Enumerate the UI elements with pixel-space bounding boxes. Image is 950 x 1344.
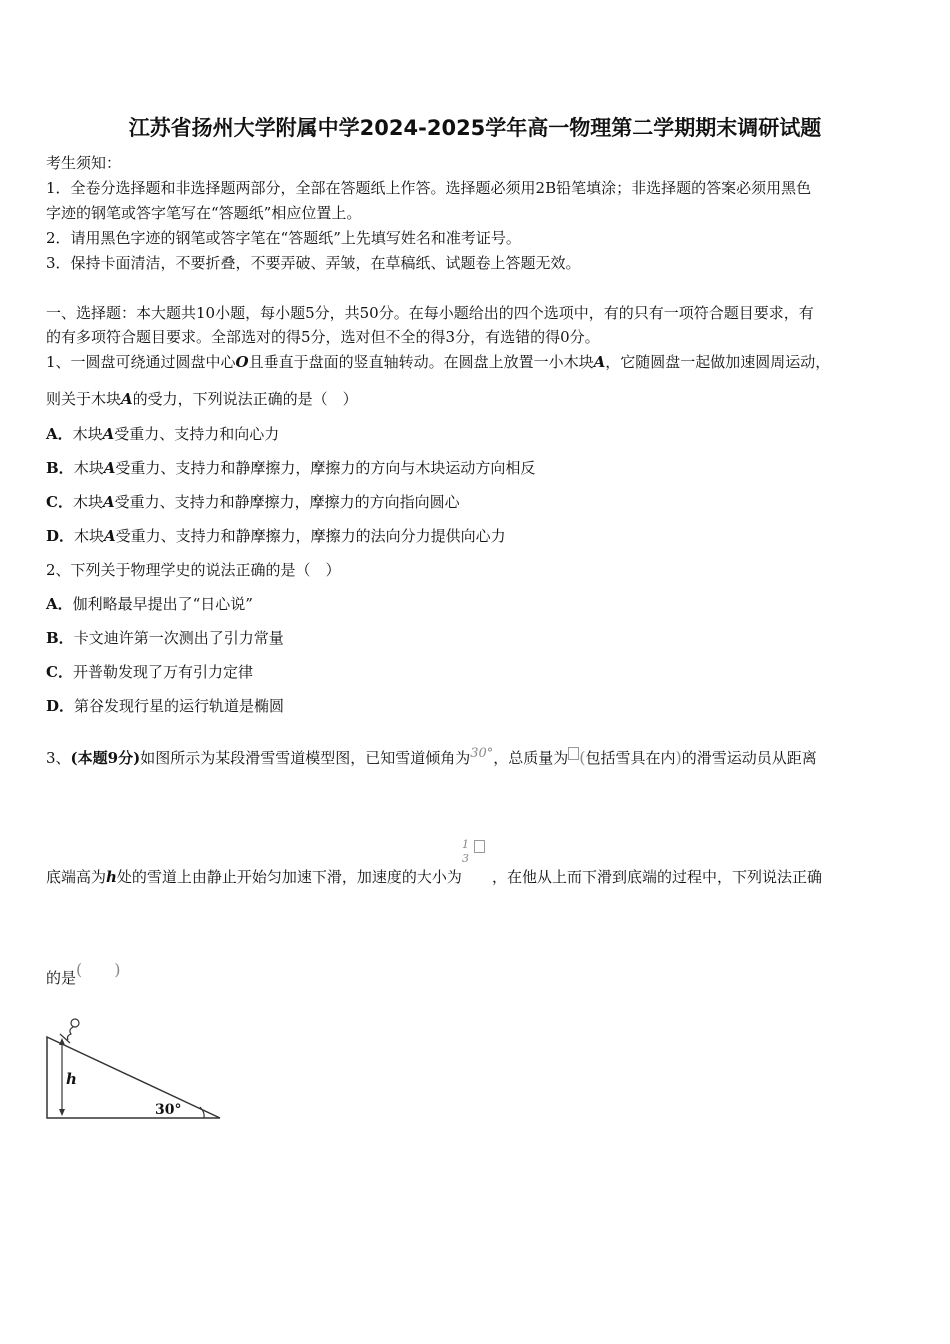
q1-option-b[interactable] — [46, 458, 535, 478]
notice-item: 1．全卷分选择题和非选择题两部分，全部在答题纸上作答。选择题必须用2B铅笔填涂；非选择题的答案必须用黑色 — [46, 179, 812, 197]
q3-stem-part: 包括雪具在内 — [585, 749, 676, 767]
slope-diagram — [40, 1012, 230, 1127]
option-text: 受重力、支持力和静摩擦力，摩擦力的方向与木块运动方向相反 — [115, 459, 536, 477]
q2-option-c[interactable] — [46, 662, 253, 682]
option-text: 木块 — [72, 425, 103, 443]
option-letter: B． — [46, 459, 74, 477]
q1-stem-part: 1、一圆盘可绕通过圆盘中心 — [46, 353, 236, 371]
q3-stem-part: 的是 — [46, 969, 77, 987]
option-text: 木块 — [72, 493, 103, 511]
q3-stem-3 — [46, 960, 121, 988]
q3-stem-part: 处的雪道上由静止开始匀加速下滑，加速度的大小为 — [116, 868, 462, 886]
q3-points: (本题9分) — [70, 749, 141, 767]
option-letter: C． — [46, 663, 73, 681]
q1-var-o: O — [235, 353, 249, 371]
arrow-head-down-icon — [59, 1109, 65, 1116]
section-intro-line1: 一、选择题：本大题共10小题，每小题5分，共50分。在每小题给出的四个选项中，有的只有一项符合题目要求，有 — [46, 304, 814, 322]
notice-item: 2．请用黑色字迹的钢笔或答字笔在“答题纸”上先填写姓名和准考证号。 — [46, 229, 521, 247]
notice-heading: 考生须知： — [46, 154, 122, 172]
option-letter: D． — [46, 697, 75, 715]
option-text: 第谷发现行星的运行轨道是椭圆 — [74, 697, 285, 715]
option-letter: D． — [46, 527, 75, 545]
option-text: 受重力、支持力和静摩擦力，摩擦力的法向分力提供向心力 — [115, 527, 506, 545]
option-text: 伽利略最早提出了“日心说” — [72, 595, 253, 613]
q1-stem-part: ，它随圆盘一起做加速圆周运动， — [605, 353, 831, 371]
q3-answer-paren: ( ) — [76, 960, 121, 979]
option-text: 受重力、支持力和向心力 — [114, 425, 280, 443]
notice-item: 3．保持卡面清洁，不要折叠，不要弄破、弄皱，在草稿纸、试题卷上答题无效。 — [46, 254, 581, 272]
option-letter: C． — [46, 493, 73, 511]
q1-option-a[interactable] — [46, 424, 279, 444]
q3-stem-part: 如图所示为某段滑雪雪道模型图，已知雪道倾角为 — [140, 749, 471, 767]
angle-label: 30° — [155, 1102, 182, 1118]
q3-fraction — [461, 838, 492, 882]
notice-item: 字迹的钢笔或答字笔写在“答题纸”相应位置上。 — [46, 204, 362, 222]
q1-stem-part: 且垂直于盘面的竖直轴转动。在圆盘上放置一小木块 — [248, 353, 594, 371]
q1-var-a: A — [593, 353, 606, 371]
option-var: A — [104, 527, 116, 545]
q1-option-d[interactable] — [46, 526, 506, 546]
q2-stem: 2、下列关于物理学史的说法正确的是（ ） — [46, 561, 341, 579]
placeholder-box-icon — [474, 840, 485, 853]
option-text: 木块 — [74, 527, 105, 545]
page-title: 江苏省扬州大学附属中学2024-2025学年高一物理第二学期期末调研试题 — [128, 116, 822, 140]
option-letter: A． — [46, 595, 73, 613]
q3-var-h: h — [106, 868, 117, 886]
q3-stem-part: 的滑雪运动员从距离 — [681, 749, 817, 767]
q3-number: 3、 — [46, 749, 71, 767]
option-var: A — [102, 425, 115, 443]
q1-stem-part: 则关于木块 — [46, 390, 122, 408]
option-var: A — [102, 493, 115, 511]
option-letter: A． — [46, 425, 73, 443]
fraction-denominator: 3 — [461, 852, 469, 865]
skier-icon — [60, 1019, 79, 1043]
option-letter: B． — [46, 629, 74, 647]
option-text: 木块 — [73, 459, 104, 477]
option-var: A — [103, 459, 116, 477]
q3-stem — [46, 744, 817, 768]
fraction-numerator: 1 — [461, 838, 469, 851]
q3-paren: ( — [579, 748, 586, 767]
q3-stem-part: 底端高为 — [46, 868, 107, 886]
q3-stem-2 — [46, 838, 822, 887]
q2-option-b[interactable] — [46, 628, 284, 648]
option-text: 卡文迪许第一次测出了引力常量 — [73, 629, 284, 647]
q3-stem-part: ，在他从上而下滑到底端的过程中，下列说法正确 — [491, 868, 822, 886]
q1-stem — [46, 352, 830, 372]
q3-paren: ) — [675, 748, 682, 767]
q1-option-c[interactable] — [46, 492, 460, 512]
q1-var-a: A — [121, 390, 133, 408]
q3-stem-part: ，总质量为 — [493, 749, 569, 767]
option-text: 开普勒发现了万有引力定律 — [72, 663, 253, 681]
option-text: 受重力、支持力和静摩擦力，摩擦力的方向指向圆心 — [114, 493, 460, 511]
q2-option-a[interactable] — [46, 594, 253, 614]
q3-angle: 30° — [470, 746, 494, 761]
q2-option-d[interactable] — [46, 696, 284, 716]
q1-stem-2 — [46, 389, 358, 409]
height-label: h — [66, 1070, 77, 1088]
section-intro-line2: 的有多项符合题目要求。全部选对的得5分，选对但不全的得3分，有选错的得0分。 — [46, 328, 600, 346]
arrow-head-up-icon — [59, 1038, 65, 1045]
placeholder-box-icon — [568, 747, 579, 760]
q1-stem-part: 的受力，下列说法正确的是（ ） — [132, 390, 358, 408]
